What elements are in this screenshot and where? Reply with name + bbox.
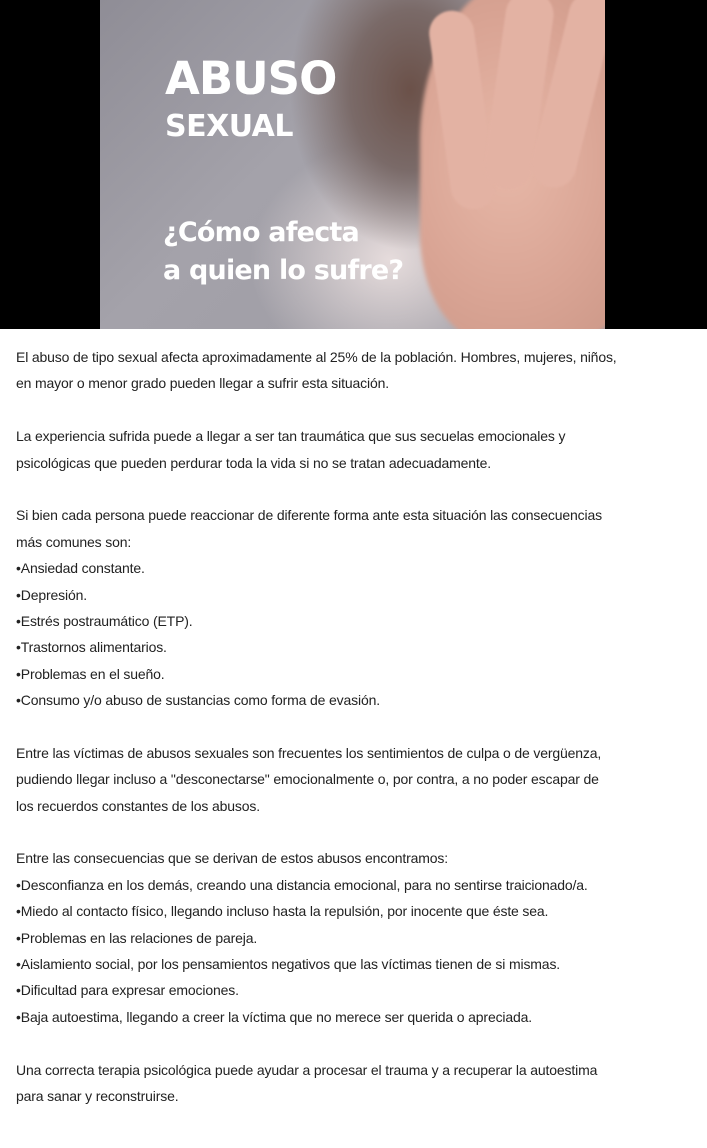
list-item: •Aislamiento social, por los pensamientos negativos que las víctimas tienen de si mismas. (16, 955, 561, 972)
text-line: El abuso de tipo sexual afecta aproximadamente al 25% de la población. Hombres, mujeres, niños, (16, 349, 617, 365)
list-item: •Miedo al contacto físico, llegando incluso hasta la repulsión, por inocente que éste sea. (16, 903, 549, 920)
list-item: •Desconfianza en los demás, creando una distancia emocional, para no sentirse traicionado/a. (16, 876, 588, 893)
text-line: en mayor o menor grado pueden llegar a sufrir esta situación. (16, 375, 389, 392)
list-item: •Consumo y/o abuso de sustancias como forma de evasión. (16, 692, 380, 709)
text-line: La experiencia sufrida puede a llegar a ser tan traumática que sus secuelas emocionales y (16, 428, 566, 445)
text-line: Entre las víctimas de abusos sexuales son frecuentes los sentimientos de culpa o de vergüenza, (16, 744, 602, 761)
article-body (16, 344, 701, 1109)
paragraph (16, 845, 701, 871)
text-line: psicológicas que pueden perdurar toda la vida si no se tratan adecuadamente. (16, 454, 492, 471)
text-line: pudiendo llegar incluso a "desconectarse" emocionalmente o, por contra, a no poder escapar de (16, 771, 599, 788)
text-line: más comunes son: (16, 533, 132, 550)
consequences-list (16, 555, 701, 713)
hero-question (163, 214, 403, 290)
hero-subtitle: SEXUAL (165, 109, 294, 144)
list-item: •Depresión. (16, 586, 87, 603)
text-line: Una correcta terapia psicológica puede ayudar a procesar el trauma y a recuperar la autoestima (16, 1061, 598, 1078)
paragraph (16, 502, 701, 555)
hero-title: ABUSO (165, 52, 337, 105)
text-line: los recuerdos constantes de los abusos. (16, 797, 260, 814)
text-line: Si bien cada persona puede reaccionar de diferente forma ante esta situación las consecuencias (16, 507, 602, 524)
paragraph (16, 344, 701, 397)
text-line: Entre las consecuencias que se derivan de estos abusos encontramos: (16, 850, 448, 867)
list-item: •Baja autoestima, llegando a creer la víctima que no merece ser querida o apreciada. (16, 1008, 533, 1025)
paragraph (16, 740, 701, 819)
list-item: •Dificultad para expresar emociones. (16, 982, 239, 999)
list-item: •Ansiedad constante. (16, 560, 145, 577)
paragraph (16, 1057, 701, 1110)
list-item: •Estrés postraumático (ETP). (16, 612, 193, 629)
list-item: •Problemas en el sueño. (16, 665, 165, 682)
list-item: •Problemas en las relaciones de pareja. (16, 929, 258, 946)
derived-consequences-list (16, 872, 701, 1030)
paragraph (16, 423, 701, 476)
hero-banner (0, 0, 707, 329)
list-item: •Trastornos alimentarios. (16, 639, 167, 656)
text-line: para sanar y reconstruirse. (16, 1087, 179, 1104)
hero-image (100, 0, 605, 329)
hero-question-line: ¿Cómo afecta (163, 217, 359, 248)
hero-question-line: a quien lo sufre? (163, 255, 404, 286)
